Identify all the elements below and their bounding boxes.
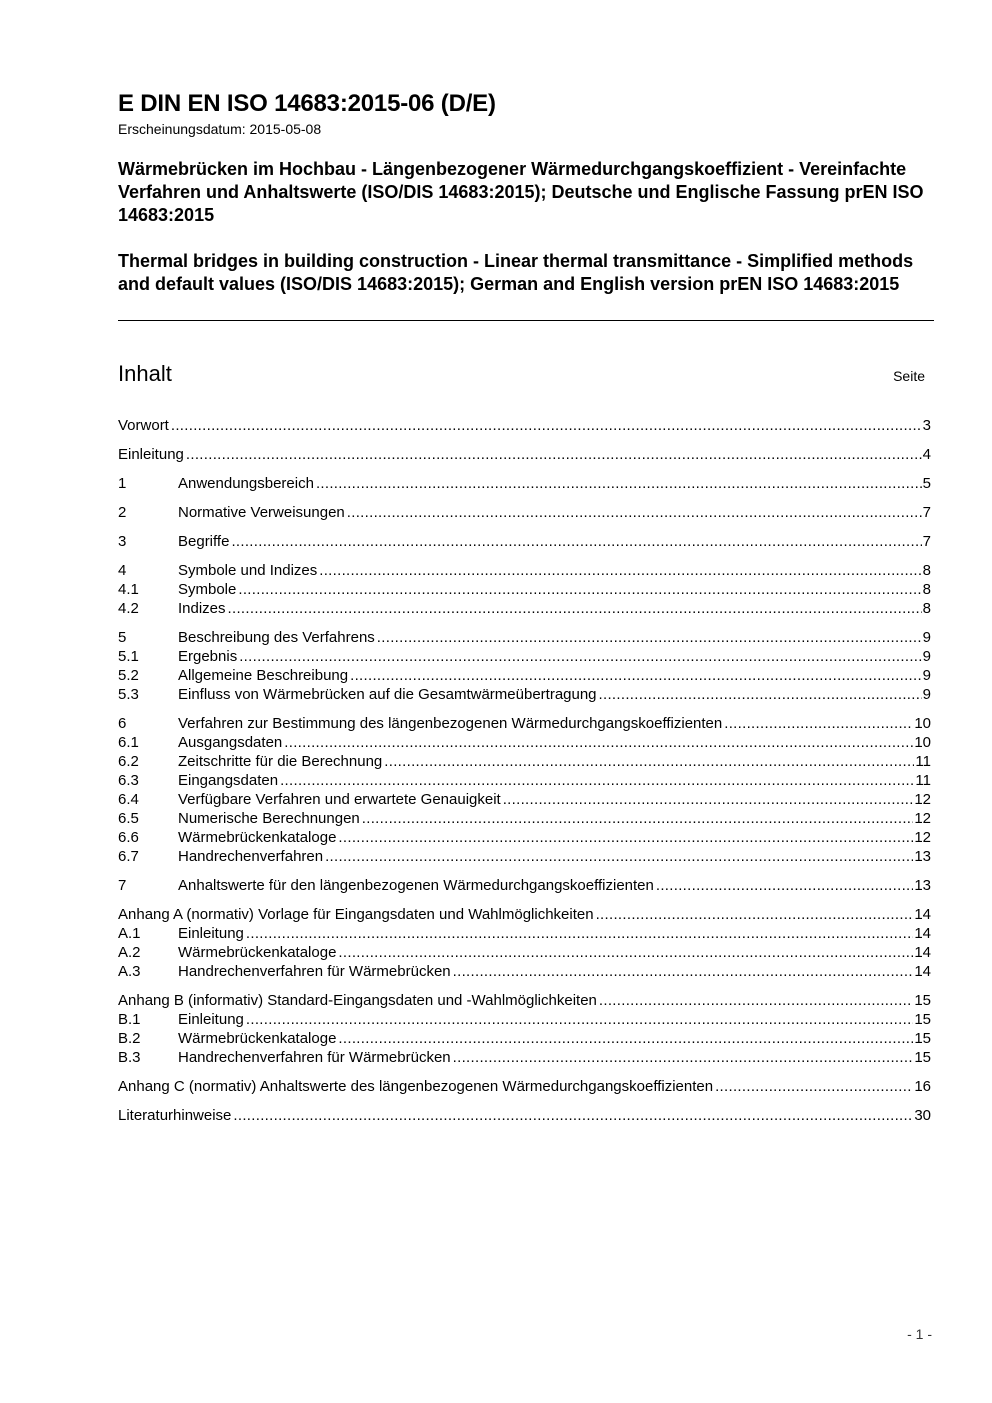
toc-entry-number: 6.6 (118, 829, 139, 846)
toc-dot-leader (503, 790, 914, 809)
toc-entry-page: 14 (914, 925, 931, 942)
toc-dot-leader (599, 991, 913, 1010)
toc-entry[interactable] (118, 1106, 931, 1125)
toc-entry[interactable] (118, 847, 931, 866)
toc-entry-title: Einfluss von Wärmebrücken auf die Gesamtwärmeübertragung (178, 686, 597, 703)
toc-entry[interactable] (118, 771, 931, 790)
toc-group (118, 561, 931, 618)
toc-entry-page: 16 (914, 1078, 931, 1095)
toc-entry-page: 12 (914, 791, 931, 808)
toc-dot-leader (596, 905, 914, 924)
toc-entry[interactable] (118, 685, 931, 704)
toc-entry-number: 6.2 (118, 753, 139, 770)
toc-entry-page: 7 (922, 504, 931, 521)
toc-entry-title: Zeitschritte für die Berechnung (178, 753, 383, 770)
toc-group (118, 1077, 931, 1096)
toc-entry-number: 4.2 (118, 600, 139, 617)
toc-entry-title: Verfügbare Verfahren und erwartete Genauigkeit (178, 791, 501, 808)
toc-entry-title: Anhang A (normativ) Vorlage für Eingangsdaten und Wahlmöglichkeiten (118, 906, 594, 923)
toc-entry-number: 2 (118, 504, 127, 521)
toc-entry-number: 7 (118, 877, 127, 894)
toc-entry-page: 14 (914, 906, 931, 923)
toc-heading: Inhalt (118, 361, 172, 386)
toc-entry-number: 6 (118, 715, 127, 732)
toc-entry-title: Anhang B (informativ) Standard-Eingangsdaten und -Wahlmöglichkeiten (118, 992, 597, 1009)
page-number: - 1 - (907, 1326, 932, 1342)
toc-entry[interactable] (118, 474, 931, 493)
toc-entry-page: 9 (922, 686, 931, 703)
toc-entry-number: 6.3 (118, 772, 139, 789)
toc-entry-title: Anhang C (normativ) Anhaltswerte des längenbezogenen Wärmedurchgangskoeffizienten (118, 1078, 714, 1095)
toc-entry[interactable] (118, 647, 931, 666)
toc-dot-leader (715, 1077, 913, 1096)
toc-entry[interactable] (118, 943, 931, 962)
toc-dot-leader (233, 1106, 913, 1125)
toc-entry-title: Einleitung (118, 446, 184, 463)
toc-entry[interactable] (118, 991, 931, 1010)
toc-entry[interactable] (118, 1029, 931, 1048)
toc-entry-page: 14 (914, 963, 931, 980)
toc-entry[interactable] (118, 905, 931, 924)
toc-entry-title: Indizes (178, 600, 226, 617)
toc-entry-number: 6.7 (118, 848, 139, 865)
toc-entry-number: 5.1 (118, 648, 139, 665)
toc-entry-title: Allgemeine Beschreibung (178, 667, 349, 684)
toc-entry-page: 7 (922, 533, 931, 550)
toc-entry[interactable] (118, 1010, 931, 1029)
toc-entry-page: 3 (922, 417, 931, 434)
toc-entry-page: 8 (922, 600, 931, 617)
toc-dot-leader (246, 1010, 913, 1029)
toc-entry-page: 8 (922, 581, 931, 598)
toc-entry-number: 3 (118, 533, 127, 550)
toc-dot-leader (453, 1048, 914, 1067)
toc-dot-leader (238, 580, 921, 599)
toc-entry-number: 4 (118, 562, 127, 579)
document-id: E DIN EN ISO 14683:2015-06 (D/E) (118, 90, 496, 117)
toc-entry-page: 11 (915, 753, 931, 770)
toc-group (118, 532, 931, 551)
toc-entry-title: Ergebnis (178, 648, 238, 665)
toc-entry-number: B.3 (118, 1049, 141, 1066)
toc-entry[interactable] (118, 790, 931, 809)
toc-entry-title: Einleitung (178, 1011, 244, 1028)
toc-entry-number: A.1 (118, 925, 141, 942)
toc-dot-leader (724, 714, 913, 733)
toc-entry[interactable] (118, 876, 931, 895)
toc-dot-leader (377, 628, 922, 647)
toc-group (118, 905, 931, 981)
toc-entry-page: 13 (914, 848, 931, 865)
toc-entry-page: 4 (922, 446, 931, 463)
toc-entry[interactable] (118, 962, 931, 981)
toc-entry[interactable] (118, 733, 931, 752)
toc-entry-title: Vorwort (118, 417, 169, 434)
toc-entry-page: 15 (914, 1049, 931, 1066)
toc-entry-title: Wärmebrückenkataloge (178, 1030, 337, 1047)
toc-entry-number: 5.3 (118, 686, 139, 703)
toc-entry-page: 12 (914, 810, 931, 827)
table-of-contents (118, 416, 931, 1135)
toc-dot-leader (325, 847, 913, 866)
toc-group (118, 503, 931, 522)
toc-dot-leader (228, 599, 922, 618)
toc-entry-page: 30 (914, 1107, 931, 1124)
toc-entry-title: Beschreibung des Verfahrens (178, 629, 375, 646)
toc-dot-leader (656, 876, 913, 895)
toc-entry-page: 10 (914, 734, 931, 751)
toc-dot-leader (384, 752, 914, 771)
toc-entry-number: B.2 (118, 1030, 141, 1047)
toc-entry-title: Normative Verweisungen (178, 504, 345, 521)
toc-dot-leader (186, 445, 922, 464)
toc-entry-page: 15 (914, 1030, 931, 1047)
toc-entry-page: 15 (914, 1011, 931, 1028)
toc-entry[interactable] (118, 666, 931, 685)
title-german: Wärmebrücken im Hochbau - Längenbezogener Wärmedurchgangskoeffizient - Vereinfachte Verfahren und Anhaltswerte (ISO/DIS 14683:2015); Deutsche und Englische Fassung prEN ISO 14683:2015 (118, 159, 924, 225)
toc-entry-page: 10 (914, 715, 931, 732)
toc-entry[interactable] (118, 445, 931, 464)
toc-dot-leader (319, 561, 921, 580)
toc-dot-leader (338, 943, 913, 962)
toc-entry-title: Numerische Berechnungen (178, 810, 360, 827)
toc-entry[interactable] (118, 580, 931, 599)
toc-entry-title: Literaturhinweise (118, 1107, 232, 1124)
toc-entry[interactable] (118, 599, 931, 618)
toc-entry-number: A.2 (118, 944, 141, 961)
toc-entry[interactable] (118, 1077, 931, 1096)
toc-entry-title: Anwendungsbereich (178, 475, 314, 492)
toc-dot-leader (239, 647, 921, 666)
toc-entry-page: 5 (922, 475, 931, 492)
toc-group (118, 1106, 931, 1125)
toc-group (118, 628, 931, 704)
toc-dot-leader (347, 503, 922, 522)
toc-entry-number: A.3 (118, 963, 141, 980)
toc-entry-title: Eingangsdaten (178, 772, 279, 789)
toc-entry-number: 1 (118, 475, 127, 492)
toc-entry-number: 6.5 (118, 810, 139, 827)
toc-entry-title: Symbole und Indizes (178, 562, 318, 579)
toc-entry-page: 8 (922, 562, 931, 579)
toc-dot-leader (338, 1029, 913, 1048)
toc-group (118, 714, 931, 866)
toc-dot-leader (231, 532, 921, 551)
toc-entry[interactable] (118, 828, 931, 847)
toc-entry-page: 9 (922, 648, 931, 665)
toc-group (118, 876, 931, 895)
toc-group (118, 991, 931, 1067)
toc-entry-page: 12 (914, 829, 931, 846)
title-english: Thermal bridges in building construction - Linear thermal transmittance - Simplified methods and default values (ISO/DIS 14683:2015); German and English version prEN ISO 14683:2015 (118, 251, 914, 294)
toc-dot-leader (362, 809, 914, 828)
toc-entry-title: Handrechenverfahren für Wärmebrücken (178, 1049, 451, 1066)
toc-dot-leader (338, 828, 913, 847)
toc-entry-title: Begriffe (178, 533, 230, 550)
toc-dot-leader (453, 962, 914, 981)
toc-entry[interactable] (118, 924, 931, 943)
toc-dot-leader (171, 416, 922, 435)
toc-entry-page: 9 (922, 629, 931, 646)
toc-entry-title: Symbole (178, 581, 237, 598)
toc-entry-title: Wärmebrückenkataloge (178, 829, 337, 846)
toc-entry-title: Verfahren zur Bestimmung des längenbezogenen Wärmedurchgangskoeffizienten (178, 715, 723, 732)
toc-entry-number: 6.4 (118, 791, 139, 808)
toc-dot-leader (284, 733, 913, 752)
toc-entry-page: 9 (922, 667, 931, 684)
toc-entry-page: 13 (914, 877, 931, 894)
toc-entry[interactable] (118, 561, 931, 580)
toc-entry-title: Handrechenverfahren für Wärmebrücken (178, 963, 451, 980)
toc-entry-title: Ausgangsdaten (178, 734, 283, 751)
toc-entry[interactable] (118, 503, 931, 522)
toc-dot-leader (316, 474, 922, 493)
toc-group (118, 474, 931, 493)
toc-entry-page: 15 (914, 992, 931, 1009)
toc-group (118, 445, 931, 464)
toc-dot-leader (599, 685, 922, 704)
toc-group (118, 416, 931, 435)
toc-entry[interactable] (118, 532, 931, 551)
toc-entry-number: 6.1 (118, 734, 139, 751)
toc-entry-number: B.1 (118, 1011, 141, 1028)
issue-date: Erscheinungsdatum: 2015-05-08 (118, 121, 322, 137)
toc-entry[interactable] (118, 1048, 931, 1067)
toc-entry[interactable] (118, 809, 931, 828)
toc-dot-leader (350, 666, 922, 685)
toc-entry-title: Anhaltswerte für den längenbezogenen Wärmedurchgangskoeffizienten (178, 877, 654, 894)
toc-dot-leader (280, 771, 914, 790)
toc-entry[interactable] (118, 714, 931, 733)
toc-entry[interactable] (118, 628, 931, 647)
toc-entry[interactable] (118, 416, 931, 435)
toc-entry-page: 11 (915, 772, 931, 789)
toc-page-label: Seite (893, 368, 925, 384)
toc-entry[interactable] (118, 752, 931, 771)
toc-entry-number: 5.2 (118, 667, 139, 684)
toc-entry-page: 14 (914, 944, 931, 961)
toc-entry-number: 5 (118, 629, 127, 646)
toc-entry-title: Einleitung (178, 925, 244, 942)
toc-dot-leader (246, 924, 913, 943)
toc-entry-number: 4.1 (118, 581, 139, 598)
toc-entry-title: Handrechenverfahren (178, 848, 324, 865)
toc-entry-title: Wärmebrückenkataloge (178, 944, 337, 961)
title-divider (118, 320, 934, 321)
